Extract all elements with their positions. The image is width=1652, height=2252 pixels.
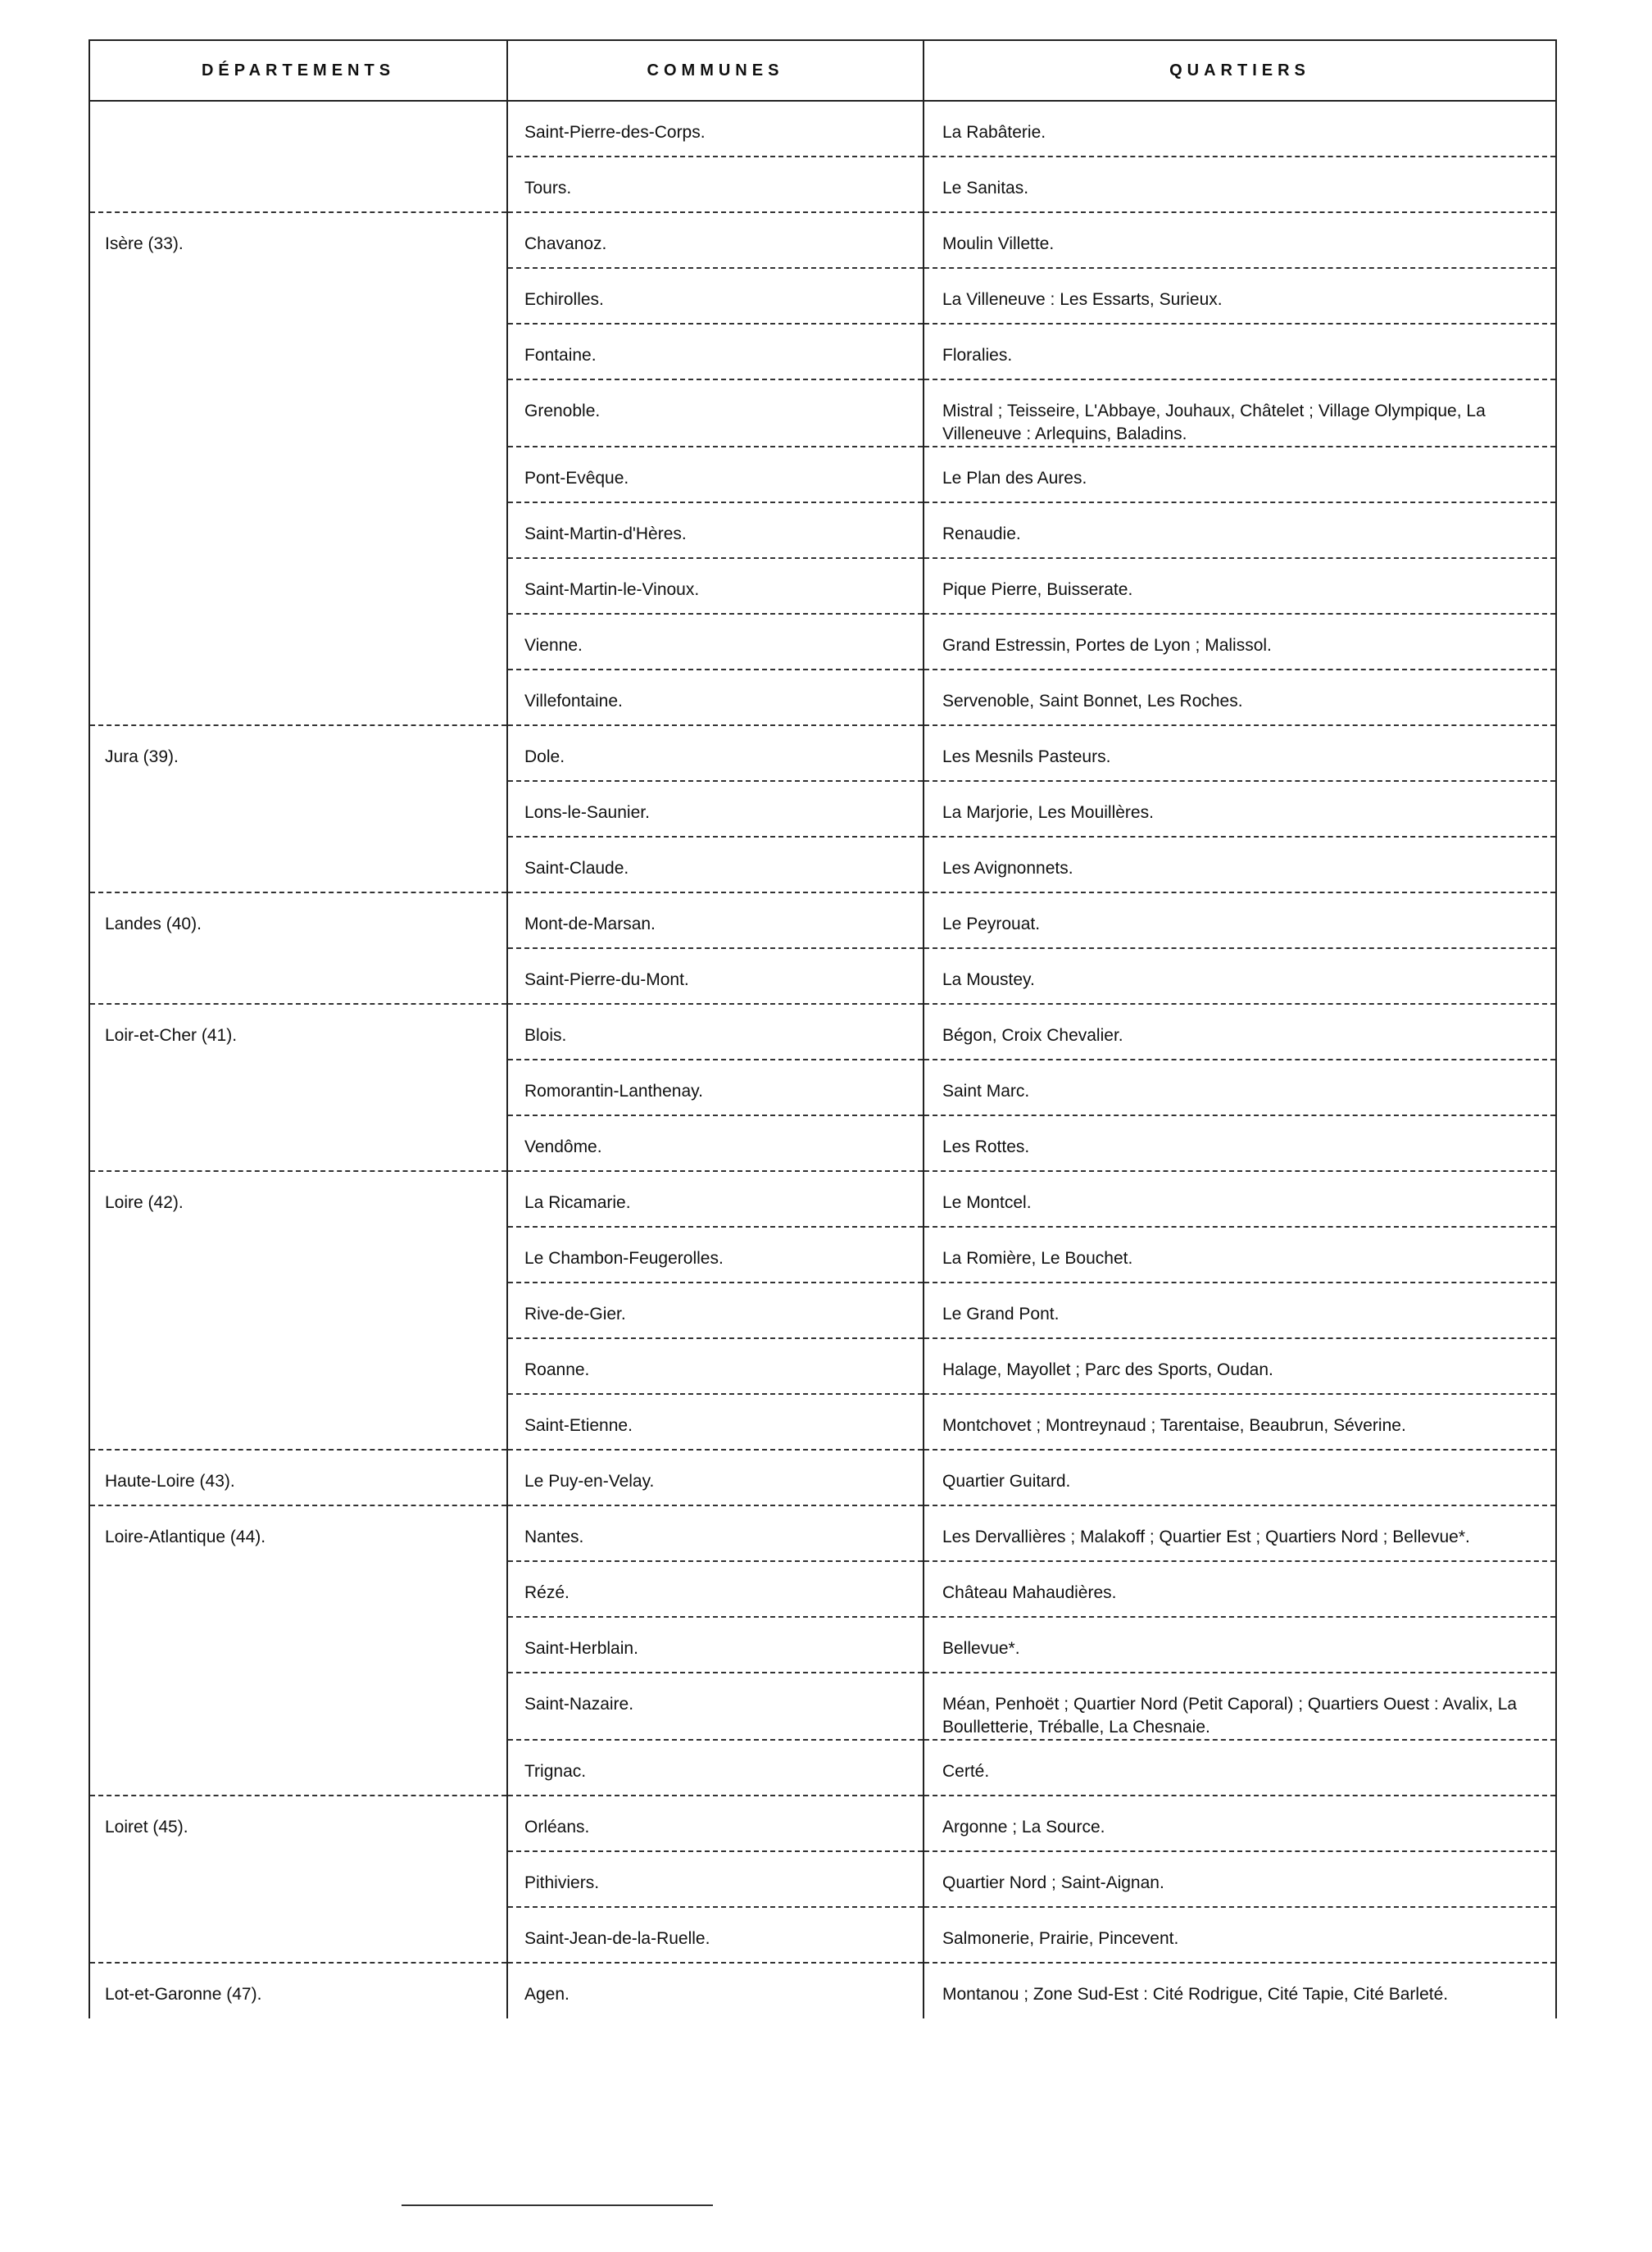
commune-text: Trignac.	[524, 1762, 587, 1781]
quartiers-text: Floralies.	[942, 346, 1013, 365]
header-quartiers: QUARTIERS	[924, 40, 1556, 101]
table-row	[89, 101, 1556, 157]
quartiers-text: Les Dervallières ; Malakoff ; Quartier Est ; Quartiers Nord ; Bellevue*.	[942, 1528, 1470, 1546]
commune-cell	[507, 670, 924, 725]
quartiers-text: Certé.	[942, 1762, 990, 1781]
commune-text: Tours.	[524, 179, 572, 198]
commune-cell	[507, 1963, 924, 2018]
commune-cell	[507, 614, 924, 670]
department-cell: Lot-et-Garonne (47).	[89, 1963, 507, 2018]
commune-cell	[507, 781, 924, 837]
commune-cell	[507, 1907, 924, 1963]
quartiers-cell	[924, 1561, 1556, 1617]
commune-text: Mont-de-Marsan.	[524, 915, 656, 933]
commune-text: Saint-Pierre-des-Corps.	[524, 123, 706, 142]
commune-cell	[507, 379, 924, 447]
commune-cell	[507, 1283, 924, 1338]
department-cell: Loire-Atlantique (44).	[89, 1505, 507, 1796]
quartiers-cell	[924, 1796, 1556, 1851]
quartiers-cell	[924, 1450, 1556, 1505]
quartiers-text: Bégon, Croix Chevalier.	[942, 1026, 1123, 1045]
commune-text: Pithiviers.	[524, 1873, 600, 1892]
quartiers-text: La Moustey.	[942, 970, 1035, 989]
header-communes: COMMUNES	[507, 40, 924, 101]
quartiers-text: Salmonerie, Prairie, Pincevent.	[942, 1929, 1179, 1948]
quartiers-text: La Marjorie, Les Mouillères.	[942, 803, 1154, 822]
quartiers-text: Le Grand Pont.	[942, 1305, 1060, 1324]
quartiers-text: Renaudie.	[942, 524, 1021, 543]
commune-text: Le Puy-en-Velay.	[524, 1472, 655, 1491]
commune-cell	[507, 502, 924, 558]
table-row	[89, 1963, 1556, 2018]
table-row	[89, 1505, 1556, 1561]
commune-cell	[507, 1171, 924, 1227]
department-cell: Jura (39).	[89, 725, 507, 892]
commune-text: Vienne.	[524, 636, 583, 655]
commune-text: Nantes.	[524, 1528, 584, 1546]
quartiers-text: Halage, Mayollet ; Parc des Sports, Oudan.	[942, 1360, 1273, 1379]
department-cell: Haute-Loire (43).	[89, 1450, 507, 1505]
quartiers-text: Argonne ; La Source.	[942, 1818, 1105, 1837]
commune-text: Saint-Martin-le-Vinoux.	[524, 580, 700, 599]
commune-cell	[507, 1617, 924, 1673]
header-departements: DÉPARTEMENTS	[89, 40, 507, 101]
commune-text: Dole.	[524, 747, 565, 766]
quartiers-text: Servenoble, Saint Bonnet, Les Roches.	[942, 692, 1243, 711]
quartiers-text: Grand Estressin, Portes de Lyon ; Malissol.	[942, 636, 1272, 655]
commune-text: Saint-Martin-d'Hères.	[524, 524, 687, 543]
commune-text: Pont-Evêque.	[524, 469, 629, 488]
commune-cell	[507, 101, 924, 157]
quartiers-cell	[924, 212, 1556, 268]
table-row	[89, 725, 1556, 781]
commune-text: Saint-Claude.	[524, 859, 629, 878]
commune-text: Lons-le-Saunier.	[524, 803, 650, 822]
quartiers-cell	[924, 892, 1556, 948]
commune-text: Chavanoz.	[524, 234, 607, 253]
commune-cell	[507, 558, 924, 614]
commune-cell	[507, 948, 924, 1004]
quartiers-cell	[924, 447, 1556, 502]
commune-cell	[507, 1004, 924, 1060]
commune-text: La Ricamarie.	[524, 1193, 631, 1212]
commune-text: Romorantin-Lanthenay.	[524, 1082, 703, 1101]
commune-text: Roanne.	[524, 1360, 590, 1379]
quartiers-cell	[924, 1338, 1556, 1394]
commune-cell	[507, 1505, 924, 1561]
commune-cell	[507, 447, 924, 502]
quartiers-text: La Romière, Le Bouchet.	[942, 1249, 1133, 1268]
quartiers-text: Château Mahaudières.	[942, 1583, 1117, 1602]
quartiers-cell	[924, 670, 1556, 725]
quartiers-text: Les Rottes.	[942, 1137, 1030, 1156]
quartiers-text: Bellevue*.	[942, 1639, 1020, 1658]
document-page	[88, 39, 1555, 2018]
quartiers-cell	[924, 379, 1556, 447]
quartiers-text: Montchovet ; Montreynaud ; Tarentaise, Beaubrun, Séverine.	[942, 1416, 1406, 1435]
commune-text: Le Chambon-Feugerolles.	[524, 1249, 724, 1268]
commune-cell	[507, 1851, 924, 1907]
quartiers-cell	[924, 268, 1556, 324]
department-cell: Isère (33).	[89, 212, 507, 725]
quartiers-text: Quartier Nord ; Saint-Aignan.	[942, 1873, 1164, 1892]
quartiers-text: La Rabâterie.	[942, 123, 1046, 142]
commune-text: Grenoble.	[524, 402, 601, 420]
commune-text: Rive-de-Gier.	[524, 1305, 626, 1324]
bottom-rule	[402, 2204, 713, 2206]
commune-text: Rézé.	[524, 1583, 570, 1602]
commune-text: Orléans.	[524, 1818, 590, 1837]
quartiers-cell	[924, 1227, 1556, 1283]
quartiers-cell	[924, 725, 1556, 781]
quartiers-cell	[924, 1740, 1556, 1796]
commune-cell	[507, 157, 924, 212]
quartiers-cell	[924, 1963, 1556, 2018]
table-row	[89, 1450, 1556, 1505]
quartiers-text: Le Sanitas.	[942, 179, 1029, 198]
quartiers-cell	[924, 837, 1556, 892]
commune-text: Villefontaine.	[524, 692, 623, 711]
commune-cell	[507, 212, 924, 268]
table-row	[89, 1796, 1556, 1851]
quartiers-cell	[924, 558, 1556, 614]
quartiers-cell	[924, 157, 1556, 212]
commune-cell	[507, 725, 924, 781]
quartiers-text: Pique Pierre, Buisserate.	[942, 580, 1133, 599]
department-cell: Loiret (45).	[89, 1796, 507, 1963]
department-cell: Loire (42).	[89, 1171, 507, 1450]
table-body	[89, 101, 1556, 2018]
quartiers-cell	[924, 324, 1556, 379]
commune-text: Echirolles.	[524, 290, 604, 309]
quartiers-cell	[924, 502, 1556, 558]
quartiers-table	[88, 39, 1557, 2018]
quartiers-cell	[924, 1115, 1556, 1171]
quartiers-text: Le Plan des Aures.	[942, 469, 1087, 488]
table-row	[89, 892, 1556, 948]
quartiers-cell	[924, 1283, 1556, 1338]
commune-text: Fontaine.	[524, 346, 597, 365]
quartiers-text: Mistral ; Teisseire, L'Abbaye, Jouhaux, Châtelet ; Village Olympique, La Villeneuve : Arlequins, Baladins.	[942, 402, 1486, 443]
commune-cell	[507, 1673, 924, 1740]
commune-text: Blois.	[524, 1026, 567, 1045]
table-row	[89, 1004, 1556, 1060]
commune-cell	[507, 324, 924, 379]
quartiers-text: Les Avignonnets.	[942, 859, 1073, 878]
commune-cell	[507, 268, 924, 324]
commune-cell	[507, 1115, 924, 1171]
commune-text: Saint-Jean-de-la-Ruelle.	[524, 1929, 710, 1948]
quartiers-text: Moulin Villette.	[942, 234, 1055, 253]
quartiers-text: Le Peyrouat.	[942, 915, 1041, 933]
commune-cell	[507, 1338, 924, 1394]
quartiers-text: Quartier Guitard.	[942, 1472, 1071, 1491]
commune-text: Saint-Herblain.	[524, 1639, 638, 1658]
quartiers-cell	[924, 1505, 1556, 1561]
table-row	[89, 212, 1556, 268]
table-row	[89, 1171, 1556, 1227]
quartiers-cell	[924, 781, 1556, 837]
commune-text: Saint-Nazaire.	[524, 1695, 634, 1714]
commune-cell	[507, 1227, 924, 1283]
quartiers-cell	[924, 101, 1556, 157]
quartiers-text: Saint Marc.	[942, 1082, 1030, 1101]
quartiers-cell	[924, 1851, 1556, 1907]
quartiers-cell	[924, 1060, 1556, 1115]
quartiers-text: La Villeneuve : Les Essarts, Surieux.	[942, 290, 1223, 309]
commune-text: Agen.	[524, 1985, 570, 2004]
department-cell: Loir-et-Cher (41).	[89, 1004, 507, 1171]
commune-cell	[507, 837, 924, 892]
quartiers-cell	[924, 1907, 1556, 1963]
commune-text: Saint-Pierre-du-Mont.	[524, 970, 689, 989]
commune-text: Saint-Etienne.	[524, 1416, 633, 1435]
department-cell	[89, 101, 507, 212]
commune-text: Vendôme.	[524, 1137, 602, 1156]
quartiers-text: Le Montcel.	[942, 1193, 1032, 1212]
commune-cell	[507, 1060, 924, 1115]
quartiers-cell	[924, 614, 1556, 670]
commune-cell	[507, 1740, 924, 1796]
commune-cell	[507, 1450, 924, 1505]
quartiers-cell	[924, 1617, 1556, 1673]
commune-cell	[507, 1561, 924, 1617]
quartiers-cell	[924, 1673, 1556, 1740]
commune-cell	[507, 1796, 924, 1851]
quartiers-cell	[924, 948, 1556, 1004]
quartiers-text: Méan, Penhoët ; Quartier Nord (Petit Caporal) ; Quartiers Ouest : Avalix, La Boulletterie, Tréballe, La Chesnaie.	[942, 1695, 1518, 1737]
quartiers-cell	[924, 1004, 1556, 1060]
commune-cell	[507, 892, 924, 948]
quartiers-text: Montanou ; Zone Sud-Est : Cité Rodrigue, Cité Tapie, Cité Barleté.	[942, 1985, 1449, 2004]
quartiers-cell	[924, 1171, 1556, 1227]
commune-cell	[507, 1394, 924, 1450]
quartiers-cell	[924, 1394, 1556, 1450]
quartiers-text: Les Mesnils Pasteurs.	[942, 747, 1111, 766]
department-cell: Landes (40).	[89, 892, 507, 1004]
table-header-row	[89, 40, 1556, 101]
